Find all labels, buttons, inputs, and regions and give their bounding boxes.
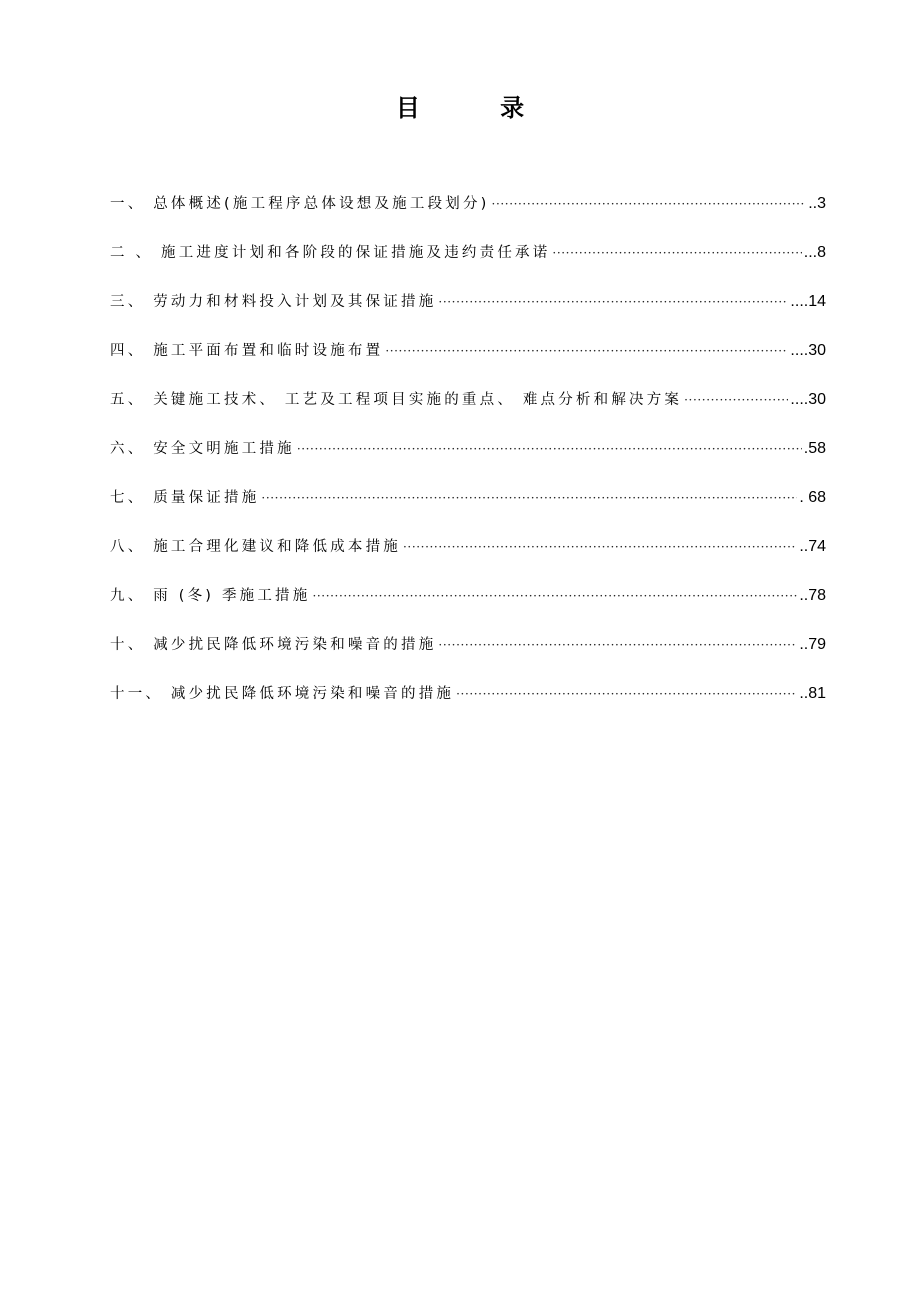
toc-entry-page: ..81 — [799, 685, 826, 702]
toc-entry-label: 七、 质量保证措施 — [110, 490, 260, 506]
toc-entry-label: 十、 减少扰民降低环境污染和噪音的措施 — [110, 637, 437, 653]
dot-leader — [684, 388, 788, 412]
toc-entry[interactable] — [110, 584, 826, 633]
toc-entry[interactable] — [110, 486, 826, 535]
dot-leader — [438, 633, 797, 657]
toc-entry-label: 二 、 施工进度计划和各阶段的保证措施及违约责任承诺 — [110, 245, 551, 261]
page-title: 目 录 — [395, 94, 561, 122]
toc-entry-page: ...8 — [803, 244, 826, 261]
dot-leader — [297, 437, 802, 461]
toc-entry-page: . 68 — [799, 489, 826, 506]
toc-entry[interactable] — [110, 535, 826, 584]
toc-entry-page: ..78 — [799, 587, 826, 604]
toc-entry-label: 九、 雨 (冬) 季施工措施 — [110, 588, 311, 604]
dot-leader — [312, 584, 797, 608]
toc-entry-page: ....30 — [790, 342, 826, 359]
toc-entry[interactable] — [110, 437, 826, 486]
table-of-contents — [110, 192, 826, 731]
toc-entry-page: ..79 — [799, 636, 826, 653]
dot-leader — [438, 290, 788, 314]
toc-entry[interactable] — [110, 192, 826, 241]
toc-entry-page: ..74 — [799, 538, 826, 555]
toc-entry-page: ....14 — [790, 293, 826, 310]
toc-entry-label: 四、 施工平面布置和临时设施布置 — [110, 343, 384, 359]
toc-entry-page: ..3 — [808, 195, 826, 212]
toc-entry-label: 三、 劳动力和材料投入计划及其保证措施 — [110, 294, 437, 310]
toc-entry[interactable] — [110, 339, 826, 388]
dot-leader — [456, 682, 797, 706]
toc-entry-page: .58 — [803, 440, 826, 457]
toc-entry[interactable] — [110, 388, 826, 437]
dot-leader — [403, 535, 797, 559]
dot-leader — [261, 486, 797, 510]
toc-entry[interactable] — [110, 633, 826, 682]
dot-leader — [385, 339, 788, 363]
toc-entry-label: 八、 施工合理化建议和降低成本措施 — [110, 539, 402, 555]
toc-entry-label: 一、 总体概述(施工程序总体设想及施工段划分) — [110, 196, 490, 212]
toc-entry-label: 六、 安全文明施工措施 — [110, 441, 295, 457]
dot-leader — [492, 192, 807, 216]
toc-entry-page: ....30 — [790, 391, 826, 408]
toc-entry-label: 十一、 减少扰民降低环境污染和噪音的措施 — [110, 686, 455, 702]
toc-entry-label: 五、 关键施工技术、 工艺及工程项目实施的重点、 难点分析和解决方案 — [110, 392, 683, 408]
toc-entry[interactable] — [110, 290, 826, 339]
toc-entry[interactable] — [110, 241, 826, 290]
toc-entry[interactable] — [110, 682, 826, 731]
dot-leader — [552, 241, 801, 265]
